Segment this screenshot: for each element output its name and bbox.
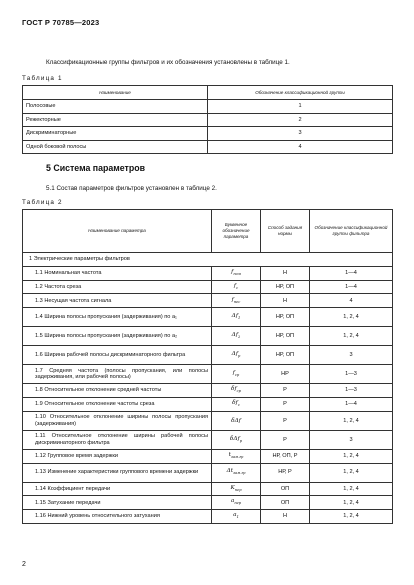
- parameter-symbol-subscript: зам.гр: [233, 471, 246, 476]
- parameter-name: 1.7 Средняя частота (полосы пропускания, или полосы задерживания, или рабочей полосы): [23, 365, 212, 384]
- table1-cell-name: Дискриминаторные: [23, 127, 208, 141]
- norm-method: ОП: [261, 496, 310, 510]
- table1-row: [23, 127, 393, 141]
- parameter-symbol-subscript: 1: [238, 316, 241, 321]
- parameter-symbol-subscript: пер: [234, 501, 242, 506]
- table1-row: [23, 113, 393, 127]
- parameter-symbol-main: δf: [231, 386, 237, 393]
- norm-method: Н: [261, 510, 310, 524]
- parameter-symbol-main: δf: [232, 400, 238, 407]
- table2-row: [23, 496, 393, 510]
- norm-method: Р: [261, 397, 310, 411]
- table1-row: [23, 100, 393, 114]
- parameter-symbol-main: t: [228, 451, 231, 458]
- norm-method: НР, ОП, Р: [261, 449, 310, 463]
- parameter-symbol-main: f: [232, 369, 235, 376]
- parameter-symbol: [212, 411, 261, 430]
- table2-row: [23, 384, 393, 398]
- classification-groups: 1, 2, 4: [310, 463, 393, 482]
- table1-label: Таблица 1: [22, 75, 63, 82]
- parameter-symbol-main: Δf: [231, 350, 239, 357]
- parameter-name: 1.2 Частота среза: [23, 280, 212, 294]
- parameter-symbol-main: f: [231, 268, 234, 275]
- table2-row: [23, 482, 393, 496]
- norm-method: НР, ОП: [261, 308, 310, 327]
- norm-method: НР, ОП: [261, 346, 310, 365]
- table2-row: [23, 327, 393, 346]
- parameter-symbol: [212, 430, 261, 449]
- parameter-symbol-main: δΔf: [231, 417, 241, 424]
- parameter-name: 1.16 Нижний уровень относительного затухания: [23, 510, 212, 524]
- classification-groups: 1, 2, 4: [310, 411, 393, 430]
- parameter-symbol: [212, 266, 261, 280]
- table1-header-name: Наименование: [23, 86, 208, 100]
- parameter-symbol-subscript: ср: [234, 373, 240, 378]
- parameter-symbol-subscript: р: [239, 438, 243, 443]
- parameter-name: 1.3 Несущая частота сигнала: [23, 294, 212, 308]
- parameter-symbol-main: f: [231, 296, 234, 303]
- table1-cell-name: Полосовые: [23, 100, 208, 114]
- parameter-symbol-subscript: зам.гр: [231, 455, 244, 460]
- norm-method: Р: [261, 411, 310, 430]
- classification-groups: 1, 2, 4: [310, 327, 393, 346]
- table2-row: [23, 430, 393, 449]
- parameter-symbol: [212, 384, 261, 398]
- table2-group-label: 1 Электрические параметры фильтров: [23, 253, 393, 267]
- parameter-symbol-main: δΔf: [229, 435, 240, 442]
- table1-cell-name: Одной боковой полосы: [23, 140, 208, 154]
- parameter-symbol: [212, 365, 261, 384]
- table1-body: [23, 100, 393, 154]
- table2-row: [23, 397, 393, 411]
- norm-method: ОП: [261, 482, 310, 496]
- parameter-name: 1.1 Номинальная частота: [23, 266, 212, 280]
- norm-method: Н: [261, 266, 310, 280]
- parameters-table: [22, 209, 393, 524]
- parameter-name: 1.11 Относительное отклонение ширины рабочей полосы дискриминаторного фильтра: [23, 430, 212, 449]
- classification-groups: 1, 2, 4: [310, 308, 393, 327]
- classification-groups: 4: [310, 294, 393, 308]
- table1-cell-code: 1: [208, 100, 393, 114]
- table1-header-row: [23, 86, 393, 100]
- classification-groups: 1, 2, 4: [310, 482, 393, 496]
- parameter-name: 1.14 Коэффициент передачи: [23, 482, 212, 496]
- parameter-symbol-main: Δf: [231, 331, 239, 338]
- parameter-symbol-subscript: ном: [233, 272, 241, 277]
- table2-row: [23, 266, 393, 280]
- norm-method: Р: [261, 384, 310, 398]
- parameter-name: 1.10 Относительное отклонение ширины полосы пропускания (задерживания): [23, 411, 212, 430]
- parameter-symbol-main: K: [230, 484, 235, 491]
- table1-cell-code: 4: [208, 140, 393, 154]
- table2-row: [23, 510, 393, 524]
- parameter-symbol-main: a: [233, 512, 237, 519]
- table1-header-code: Обозначение классификационной группы: [208, 86, 393, 100]
- table2-body: [23, 253, 393, 524]
- intro-paragraph: Классификационные группы фильтров и их обозначения установлены в таблице 1.: [46, 59, 290, 66]
- parameter-symbol-subscript: ср: [236, 389, 241, 394]
- norm-method: НР, ОП: [261, 327, 310, 346]
- table2-row: [23, 308, 393, 327]
- page-number: 2: [22, 561, 26, 568]
- parameter-symbol: [212, 327, 261, 346]
- table2-row: [23, 449, 393, 463]
- table2-label: Таблица 2: [22, 199, 63, 206]
- parameter-symbol: [212, 449, 261, 463]
- parameter-name: 1.9 Относительное отклонение частоты среза: [23, 397, 212, 411]
- parameter-symbol-main: f: [233, 282, 237, 289]
- table2-header-method: Способ задания нормы: [261, 210, 310, 253]
- table2-header-name: Наименование параметра: [23, 210, 212, 253]
- parameter-symbol-subscript: нес: [233, 299, 241, 304]
- section-intro: 5.1 Состав параметров фильтров установлен в таблице 2.: [46, 185, 217, 192]
- document-header: ГОСТ Р 70785—2023: [22, 18, 100, 27]
- table2-row: [23, 463, 393, 482]
- classification-table: [22, 85, 393, 154]
- table1-row: [23, 140, 393, 154]
- table2-row: [23, 280, 393, 294]
- norm-method: НР, Р: [261, 463, 310, 482]
- parameter-symbol-main: Δt: [226, 468, 234, 475]
- parameter-name: 1.4 Ширина полосы пропускания (задерживания) по a₁: [23, 308, 212, 327]
- parameter-symbol-subscript: 2: [238, 335, 241, 340]
- parameter-name: 1.6 Ширина рабочей полосы дискриминаторного фильтра: [23, 346, 212, 365]
- section-title: 5 Система параметров: [46, 163, 146, 173]
- classification-groups: 3: [310, 430, 393, 449]
- table2-row: [23, 294, 393, 308]
- parameter-symbol-subscript: c: [236, 285, 239, 290]
- norm-method: Р: [261, 430, 310, 449]
- parameter-name: 1.15 Затухание передачи: [23, 496, 212, 510]
- table2-header-row: [23, 210, 393, 253]
- table2-header-symbol: Буквенное обозначение параметра: [212, 210, 261, 253]
- classification-groups: 3: [310, 346, 393, 365]
- parameter-symbol: [212, 482, 261, 496]
- classification-groups: 1—4: [310, 397, 393, 411]
- parameter-symbol-subscript: c: [237, 403, 240, 408]
- table2-row: [23, 365, 393, 384]
- parameter-symbol-subscript: р: [238, 354, 241, 359]
- norm-method: НР: [261, 365, 310, 384]
- classification-groups: 1—3: [310, 384, 393, 398]
- norm-method: Н: [261, 294, 310, 308]
- table1-cell-name: Режекторные: [23, 113, 208, 127]
- classification-groups: 1, 2, 4: [310, 449, 393, 463]
- parameter-symbol-main: a: [230, 498, 235, 505]
- table2-group-row: [23, 253, 393, 267]
- table2-header-groups: Обозначение классификационной группы фильтра: [310, 210, 393, 253]
- classification-groups: 1—3: [310, 365, 393, 384]
- classification-groups: 1—4: [310, 266, 393, 280]
- table1-cell-code: 3: [208, 127, 393, 141]
- parameter-name: 1.13 Изменение характеристики группового времени задержки: [23, 463, 212, 482]
- classification-groups: 1, 2, 4: [310, 496, 393, 510]
- table2-row: [23, 411, 393, 430]
- table2-row: [23, 346, 393, 365]
- table1-cell-code: 2: [208, 113, 393, 127]
- classification-groups: 1, 2, 4: [310, 510, 393, 524]
- classification-groups: 1—4: [310, 280, 393, 294]
- parameter-symbol: [212, 346, 261, 365]
- parameter-symbol: [212, 280, 261, 294]
- parameter-symbol: [212, 510, 261, 524]
- parameter-symbol-subscript: 1: [236, 515, 239, 520]
- parameter-symbol-main: Δf: [231, 312, 239, 319]
- parameter-symbol: [212, 463, 261, 482]
- parameter-symbol: [212, 496, 261, 510]
- parameter-symbol: [212, 397, 261, 411]
- parameter-name: 1.5 Ширина полосы пропускания (задерживания) по a₂: [23, 327, 212, 346]
- parameter-symbol: [212, 294, 261, 308]
- parameter-name: 1.12 Групповое время задержки: [23, 449, 212, 463]
- norm-method: НР, ОП: [261, 280, 310, 294]
- parameter-symbol: [212, 308, 261, 327]
- parameter-symbol-subscript: пер: [234, 487, 242, 492]
- parameter-name: 1.8 Относительное отклонение средней частоты: [23, 384, 212, 398]
